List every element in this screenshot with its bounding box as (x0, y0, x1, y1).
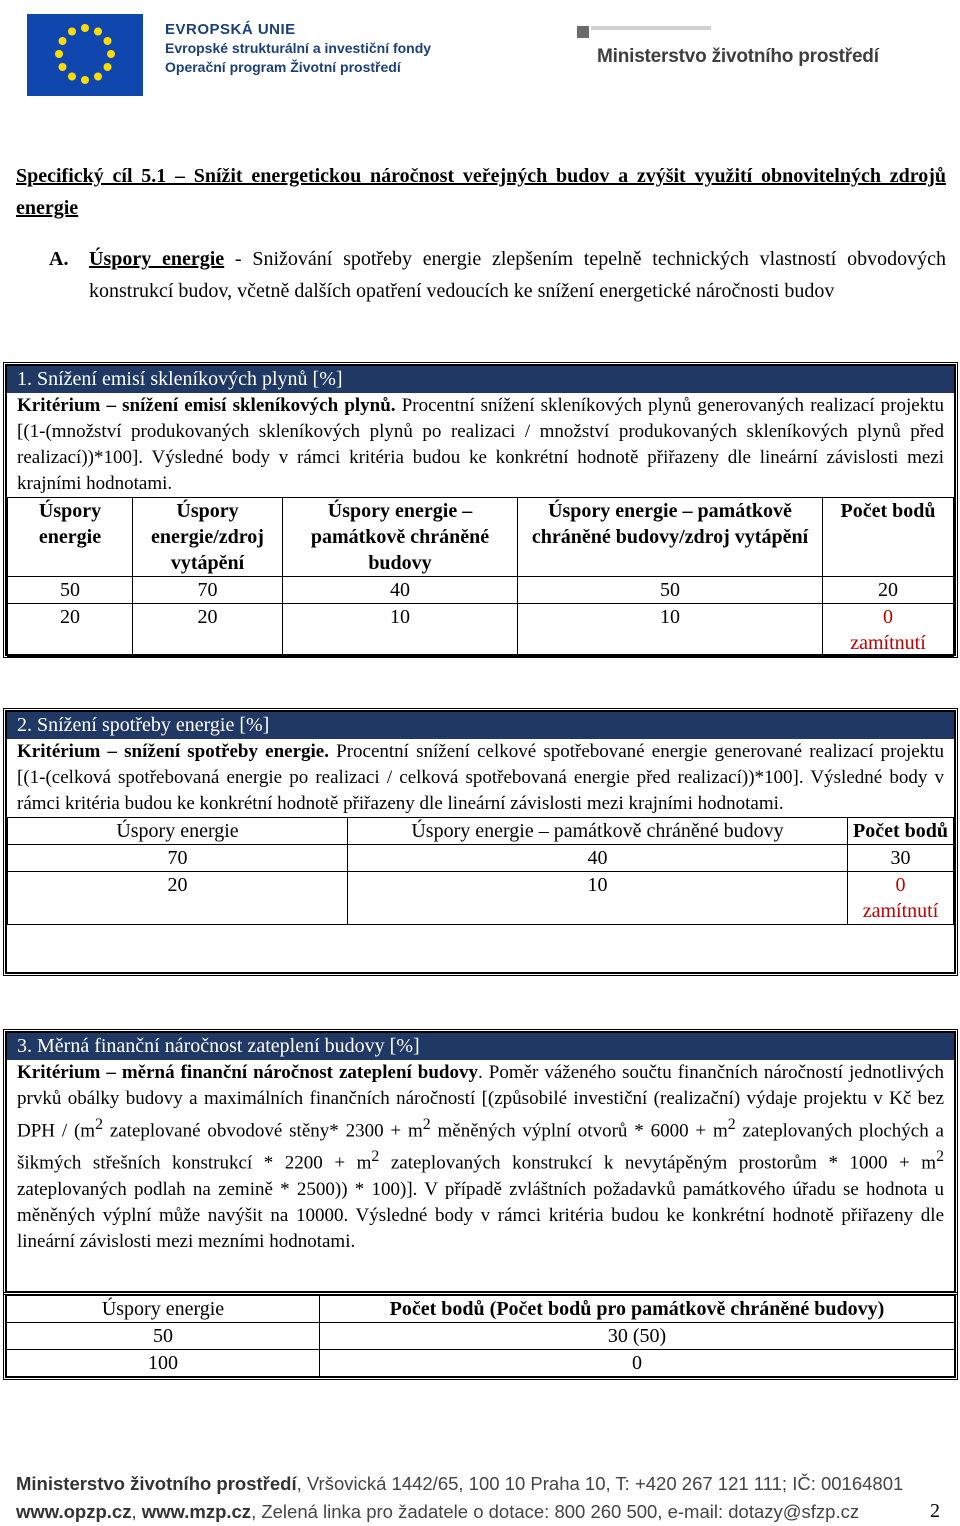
table-header-cell: Úspory energie – památkově chráněné budovy (283, 498, 518, 577)
footer-separator: , (131, 1501, 142, 1522)
criterion-2-title: 2. Snížení spotřeby energie [%] (7, 712, 954, 739)
eu-funds-line: Evropské strukturální a investiční fondy (165, 40, 432, 56)
table-cell: 20 (8, 872, 348, 925)
ministry-logo (575, 18, 879, 93)
reject-label: zamítnutí (850, 632, 926, 654)
table-header-cell: Počet bodů (Počet bodů pro památkově chráněné budovy) (320, 1295, 956, 1323)
table-cell: 50 (6, 1323, 320, 1350)
criterion-3-text-1: . Poměr váženého součtu finančních náročností jednotlivých prvků obálky budovy a maximálních finančních náročností [(způsobilé investiční (realizační) výdaje projektu v Kč bez DPH / (m (17, 1062, 944, 1142)
page-footer (16, 1470, 946, 1526)
table-row (6, 1323, 955, 1350)
table-row (8, 872, 954, 925)
criterion-3-title: 3. Měrná finanční náročnost zateplení budovy [%] (7, 1033, 954, 1060)
section-a-label: A. (49, 248, 69, 270)
superscript: 2 (371, 1148, 380, 1166)
criterion-1-box (5, 364, 956, 656)
table-row (8, 845, 954, 872)
criterion-2-text: Procentní snížení celkové spotřebované energie generované realizací projektu [(1-(celková spotřebovaná energie po realizaci / celková spotřebovaná energie před realizací))*100]. Výsledné body v rámci kritéria budou ke konkrétní hodnotě přiřazeny dle lineární závislosti mezi krajními hodnotami. (17, 741, 944, 814)
table-cell: 30 (50) (320, 1323, 956, 1350)
superscript: 2 (727, 1116, 736, 1133)
table-header-cell: Úspory energie (8, 498, 133, 577)
criterion-3-box (5, 1031, 956, 1293)
footer-link-mzp[interactable]: www.mzp.cz (141, 1501, 252, 1522)
table-cell: 50 (518, 577, 823, 604)
ministry-logo-mark-icon (577, 26, 589, 38)
reject-cell (823, 604, 954, 657)
criterion-3-text-4: zateplovaných plochých a šikmých střešních konstrukcí * 2200 + m (17, 1120, 944, 1174)
criterion-3-text-2: zateplované obvodové stěny* 2300 + m (102, 1120, 423, 1142)
points-value: 0 (883, 606, 893, 628)
section-a-body (89, 243, 946, 307)
page-heading: Specifický cíl 5.1 – Snížit energetickou náročnost veřejných budov a zvýšit využití obnovitelných zdrojů energie (16, 165, 946, 219)
section-a-text: - Snižování spotřeby energie zlepšením tepelně technických vlastností obvodových konstrukcí budov, včetně dalších opatření vedoucích ke snížení energetické náročnosti budov (89, 248, 946, 302)
table-cell: 10 (283, 604, 518, 657)
criterion-2-box (5, 710, 956, 974)
table-cell: 20 (133, 604, 283, 657)
superscript: 2 (95, 1116, 103, 1133)
criterion-3-text-3: měněných výplní otvorů * 6000 + m (430, 1120, 728, 1142)
table-cell: 30 (848, 845, 954, 872)
criterion-3-description (7, 1060, 954, 1255)
criterion-1-name: Kritérium – snížení emisí skleníkových plynů. (17, 395, 396, 416)
table-cell: 100 (6, 1350, 320, 1378)
reject-label: zamítnutí (862, 900, 939, 922)
table-header-row (6, 1295, 955, 1323)
table-header-row (8, 498, 954, 577)
criterion-2-description (7, 739, 954, 817)
table-header-cell: Úspory energie (8, 818, 348, 845)
table-cell: 0 (320, 1350, 956, 1378)
table-header-cell: Úspory energie – památkově chráněné budovy (348, 818, 848, 845)
footer-ministry: Ministerstvo životního prostředí (16, 1473, 297, 1494)
criterion-1-table (7, 497, 954, 657)
footer-contact-line (16, 1498, 946, 1526)
page-number: 2 (930, 1500, 940, 1522)
table-header-cell: Úspory energie – památkově chráněné budovy/zdroj vytápění (518, 498, 823, 577)
eu-text-block (165, 20, 431, 77)
ministry-logo-line (591, 26, 711, 30)
section-a (16, 243, 946, 307)
criterion-1-description (7, 393, 954, 497)
eu-flag-logo (27, 14, 143, 96)
criterion-3-text-5: zateplovaných konstrukcí k nevytápěným prostorům * 1000 + m (379, 1152, 937, 1174)
table-header-cell: Počet bodů (823, 498, 954, 577)
criterion-3-text-6: zateplovaných podlah na zemině * 2500)) * 100)]. V případě zvláštních požadavků památkového úřadu se hodnota u měněných výplní může navýšit na 10000. Výsledné body v rámci kritéria budou ke konkrétní hodnotě přiřazeny dle lineární závislosti mezi mezními hodnotami. (17, 1178, 944, 1252)
eu-title: EVROPSKÁ UNIE (165, 21, 296, 38)
footer-contact: , Zelená linka pro žadatele o dotace: 800 260 500, e-mail: dotazy@sfzp.cz (251, 1501, 860, 1522)
table-row (8, 577, 954, 604)
table-header-row (8, 818, 954, 845)
table-header-cell: Úspory energie (6, 1295, 320, 1323)
table-cell: 70 (8, 845, 348, 872)
points-value: 0 (895, 874, 906, 896)
superscript: 2 (422, 1116, 431, 1133)
table-cell: 20 (823, 577, 954, 604)
table-cell: 40 (283, 577, 518, 604)
footer-address: , Vršovická 1442/65, 100 10 Praha 10, T: +420 267 121 111; IČ: 00164801 (296, 1473, 904, 1494)
criterion-2-name: Kritérium – snížení spotřeby energie. (17, 741, 329, 762)
table-row (6, 1350, 955, 1378)
criterion-1-title: 1. Snížení emisí skleníkových plynů [%] (7, 366, 954, 393)
section-a-title: Úspory energie (89, 248, 225, 270)
table-row (8, 604, 954, 657)
criterion-3-name: Kritérium – měrná finanční náročnost zateplení budovy (17, 1062, 479, 1083)
table-cell: 10 (348, 872, 848, 925)
ministry-logo-text: Ministerstvo životního prostředí (597, 46, 879, 67)
eu-program-line: Operační program Životní prostředí (165, 59, 401, 75)
table-header-cell: Počet bodů (848, 818, 954, 845)
table-cell: 10 (518, 604, 823, 657)
superscript: 2 (936, 1148, 944, 1166)
eu-stars-icon (27, 14, 143, 96)
reject-cell (848, 872, 954, 925)
table-cell: 40 (348, 845, 848, 872)
criterion-2-table (7, 817, 954, 925)
footer-link-opzp[interactable]: www.opzp.cz (16, 1501, 132, 1522)
table-cell: 50 (8, 577, 133, 604)
criterion-3-table (5, 1294, 956, 1378)
criterion-1-text: Procentní snížení skleníkových plynů generovaných realizací projektu [(1-(množství produkovaných skleníkových plynů po realizaci / množství produkovaných skleníkových plynů před realizací))*100]. Výsledné body v rámci kritéria budou ke konkrétní hodnotě přiřazeny dle lineární závislosti mezi krajními hodnotami. (17, 395, 944, 494)
table-cell: 20 (8, 604, 133, 657)
table-cell: 70 (133, 577, 283, 604)
table-header-cell: Úspory energie/zdroj vytápění (133, 498, 283, 577)
footer-address-line (16, 1470, 946, 1498)
